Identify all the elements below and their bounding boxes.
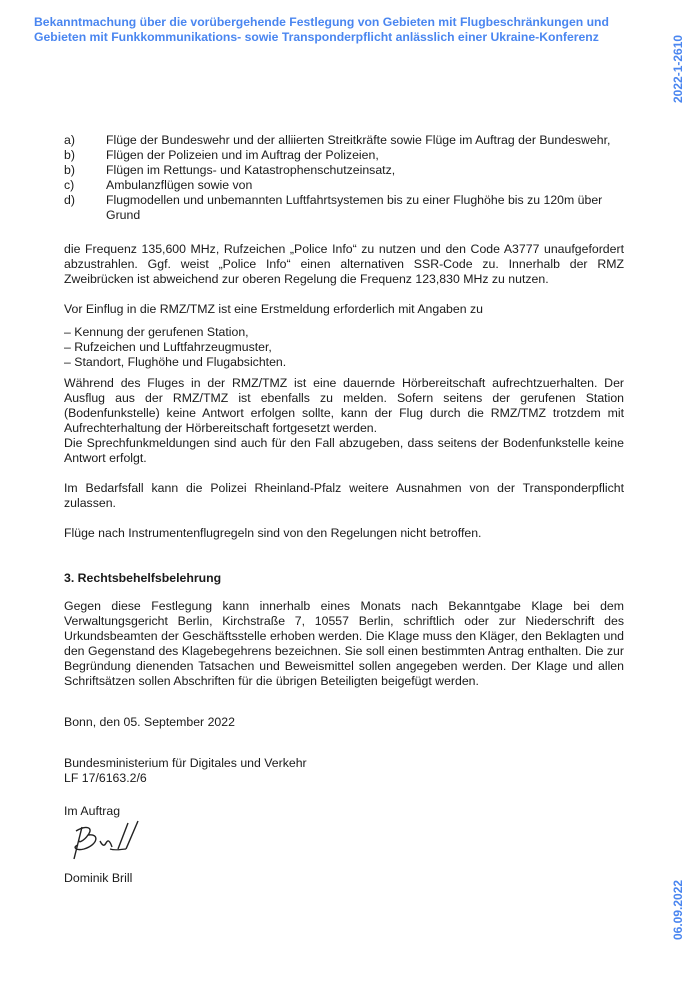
list-item-label: b) (64, 163, 75, 177)
radio-report-text: Die Sprechfunkmeldungen sind auch für den Fall abzugeben, dass seitens der Bodenfunkstelle keine Antwort erfolgt. (64, 436, 624, 465)
document-header-title: Bekanntmachung über die vorübergehende Festlegung von Gebieten mit Flugbeschränkungen und Gebieten mit Funkkommunikations- sowie Transponderpflicht anlässlich einer Ukraine-Konferenz (34, 15, 609, 44)
list-item-text: Flüge der Bundeswehr und der alliierten Streitkräfte sowie Flüge im Auftrag der Bundeswehr, (106, 133, 611, 147)
document-body (64, 133, 624, 901)
list-item-label: c) (64, 178, 75, 192)
ministry-name: Bundesministerium für Digitales und Verkehr (64, 756, 307, 770)
frequency-paragraph: die Frequenz 135,600 MHz, Rufzeichen „Police Info“ zu nutzen und den Code A3777 unaufgefordert abzustrahlen. Ggf. weist „Police Info“ einen alternativen SSR-Code zu. Innerhalb der RMZ Zweibrücken ist abweichend zur oberen Regelung die Frequenz 123,830 MHz zu nutzen. (64, 242, 624, 286)
list-item: – Standort, Flughöhe und Flugabsichten. (64, 355, 287, 369)
signature (64, 819, 624, 871)
list-item (64, 178, 624, 193)
list-item (64, 193, 624, 223)
listening-watch-paragraph (64, 376, 624, 466)
ifr-paragraph: Flüge nach Instrumentenflugregeln sind von den Regelungen nicht betroffen. (64, 526, 482, 540)
signer-name: Dominik Brill (64, 871, 133, 885)
list-item-text: Flügen der Polizeien und im Auftrag der Polizeien, (106, 148, 379, 162)
reference-number: LF 17/6163.2/6 (64, 771, 147, 785)
listening-watch-text: Während des Fluges in der RMZ/TMZ ist eine dauernde Hörbereitschaft aufrechtzuerhalten. Der Ausflug aus der RMZ/TMZ ist ebenfalls zu melden. Sofern seitens der gerufenen Station (Bodenfunkstelle) keine Antwort erfolgen sollte, kann der Flug durch die RMZ/TMZ trotzdem mit Aufrechterhaltung der Hörbereitschaft fortgesetzt werden. (64, 376, 624, 435)
on-behalf: Im Auftrag (64, 804, 121, 818)
list-item (64, 148, 624, 163)
list-item (64, 163, 624, 178)
list-item-label: b) (64, 148, 75, 162)
police-exception-paragraph: Im Bedarfsfall kann die Polizei Rheinland-Pfalz weitere Ausnahmen von der Transponderpflicht zulassen. (64, 481, 624, 510)
place-date: Bonn, den 05. September 2022 (64, 715, 235, 729)
list-item-text: Flügen im Rettungs- und Katastrophenschutzeinsatz, (106, 163, 396, 177)
list-item: – Kennung der gerufenen Station, (64, 325, 249, 339)
list-item-text: Ambulanzflügen sowie von (106, 178, 253, 192)
list-item: – Rufzeichen und Luftfahrzeugmuster, (64, 340, 272, 354)
report-items-list (64, 325, 624, 370)
list-item-text: Flugmodellen und unbemannten Luftfahrtsystemen bis zu einer Flughöhe bis zu 120m über Grund (106, 193, 603, 222)
ministry-block (64, 756, 624, 786)
side-doc-number: 2022-1-2610 (671, 34, 685, 103)
list-item-label: a) (64, 133, 75, 147)
exemption-list (64, 133, 624, 223)
list-item (64, 133, 624, 148)
list-item-label: d) (64, 193, 75, 207)
signature-graphic (66, 819, 176, 871)
initial-report-paragraph: Vor Einflug in die RMZ/TMZ ist eine Erstmeldung erforderlich mit Angaben zu (64, 302, 483, 316)
legal-remedy-paragraph: Gegen diese Festlegung kann innerhalb eines Monats nach Bekanntgabe Klage bei dem Verwaltungsgericht Berlin, Kirchstraße 7, 10557 Berlin, schriftlich oder zur Niederschrift des Urkundsbeamten der Geschäftsstelle erhoben werden. Die Klage muss den Kläger, den Beklagten und den Gegenstand des Klagebegehrens bezeichnen. Sie soll einen bestimmten Antrag enthalten. Die zur Begründung dienenden Tatsachen und Beweismittel sollen angegeben werden. Der Klage und allen Schriftsätzen sollen Abschriften für die übrigen Beteiligten beigefügt werden. (64, 599, 624, 688)
closing-block (64, 715, 624, 886)
section-heading: 3. Rechtsbehelfsbelehrung (64, 571, 222, 585)
side-date: 06.09.2022 (671, 879, 685, 940)
